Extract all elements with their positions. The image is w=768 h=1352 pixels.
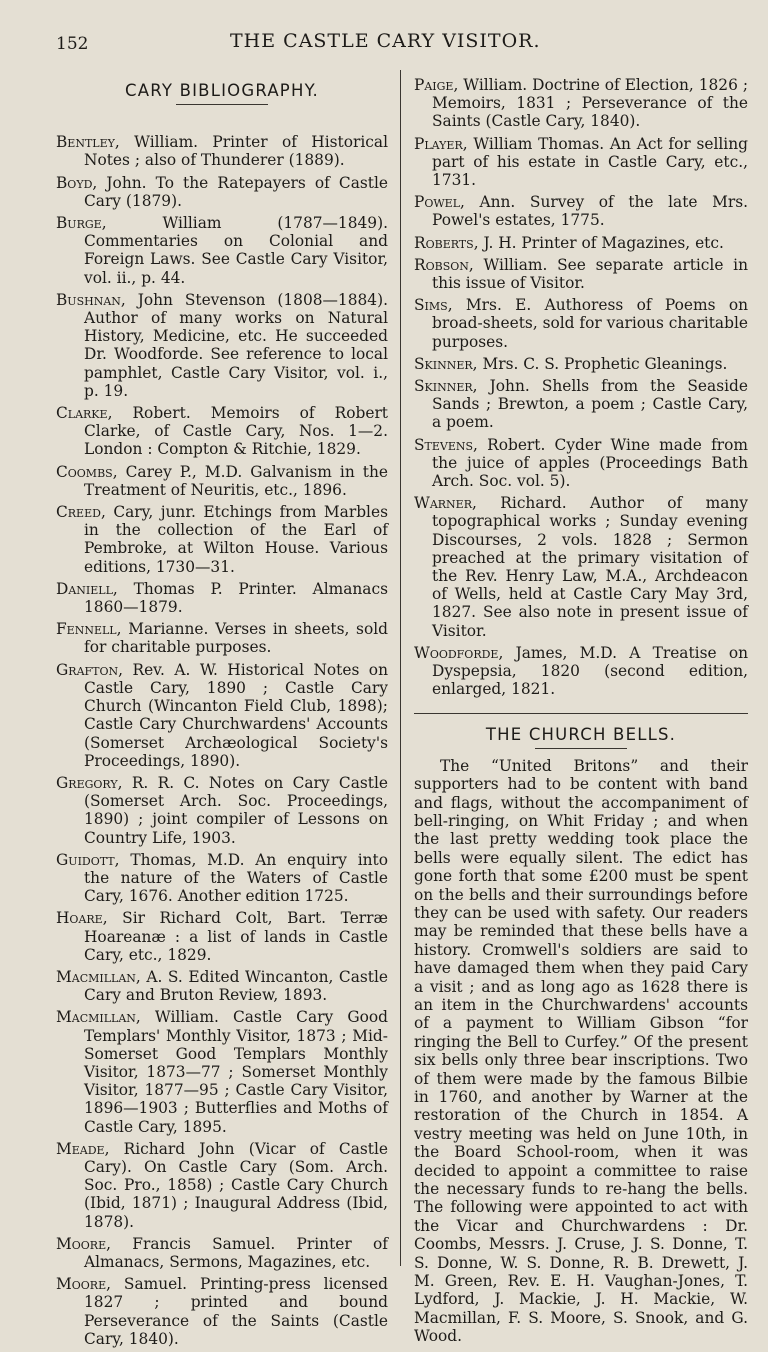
title-rule — [535, 748, 627, 749]
entry-text: , Carey P., M.D. Galvanism in the Treatment of Neuritis, etc., 1896. — [84, 462, 388, 499]
running-title: THE CASTLE CARY VISITOR. — [230, 30, 541, 52]
author-name: Woodforde — [414, 643, 499, 662]
bibliography-entry — [56, 661, 388, 770]
bibliography-entry — [414, 193, 748, 229]
author-name: Powel — [414, 193, 461, 212]
bibliography-entry — [56, 1140, 388, 1231]
bibliography-entry — [414, 135, 748, 190]
entry-text: , John Stevenson (1808—1884). Author of many works on Natural History, Medicine, etc. He succeeded Dr. Woodforde. See reference to local pamphlet, Castle Cary Visitor, vol. i., p. 19. — [84, 290, 388, 400]
author-name: Player — [414, 134, 463, 153]
author-name: Burge — [56, 214, 102, 233]
bibliography-entry — [56, 214, 388, 287]
entry-text: , Marianne. Verses in sheets, sold for charitable purposes. — [84, 620, 388, 657]
entry-text: , William. Castle Cary Good Templars' Monthly Visitor, 1873 ; Mid-Somerset Good Templars Monthly Visitor, 1873—77 ; Somerset Monthly Visitor, 1877—95 ; Castle Cary Visitor, 1896—1903 ; Butterflies and Moths of Castle Cary, 1895. — [84, 1008, 388, 1136]
bibliography-entry — [56, 463, 388, 499]
bibliography-entry — [414, 436, 748, 491]
bibliography-entry — [414, 76, 748, 131]
page-number: 152 — [56, 34, 89, 54]
entry-text: , William. Printer of Historical Notes ; also of Thunderer (1889). — [84, 133, 388, 170]
entry-text: , William. Doctrine of Election, 1826 ; Memoirs, 1831 ; Perseverance of the Saints (Castle Cary, 1840). — [432, 76, 748, 131]
entry-text: , A. S. Edited Wincanton, Castle Cary and Bruton Review, 1893. — [84, 967, 388, 1005]
entry-text: , Sir Richard Colt, Bart. Terræ Hoareanæ : a list of lands in Castle Cary, etc., 1829. — [84, 909, 388, 964]
entry-text: , Thomas, M.D. An enquiry into the nature of the Waters of Castle Cary, 1676. Another edition 1725. — [84, 850, 388, 906]
bibliography-entry — [414, 644, 748, 699]
author-name: Bushnan — [56, 290, 121, 309]
bibliography-entry — [56, 404, 388, 459]
author-name: Clarke — [56, 404, 108, 423]
entry-text: , William (1787—1849). Commentaries on Colonial and Foreign Laws. See Castle Cary Visitor, vol. ii., p. 44. — [84, 214, 388, 287]
bibliography-entry — [56, 1235, 388, 1271]
bibliography-entry — [56, 851, 388, 906]
bibliography-entry — [56, 291, 388, 400]
author-name: Skinner — [414, 354, 473, 373]
author-name: Creed — [56, 503, 101, 522]
author-name: Grafton — [56, 660, 119, 679]
author-name: Roberts — [414, 233, 474, 252]
entry-text: , John. To the Ratepayers of Castle Cary (1879). — [84, 173, 388, 210]
author-name: Stevens — [414, 435, 474, 454]
author-name: Coombs — [56, 462, 113, 481]
entry-text: , Samuel. Printing-press licensed 1827 ; printed and bound Perseverance of the Saints (Castle Cary, 1840). — [84, 1275, 388, 1348]
author-name: Sims — [414, 296, 448, 315]
bibliography-entry — [56, 1275, 388, 1348]
bibliography-entry — [414, 355, 748, 373]
bibliography-entry — [56, 1008, 388, 1135]
bibliography-entry — [56, 503, 388, 576]
author-name: Gregory — [56, 773, 118, 792]
entry-text: , William. See separate article in this issue of Visitor. — [432, 255, 748, 293]
entry-text: , Richard. Author of many topographical works ; Sunday evening Discourses, 2 vols. 1828 ; Sermon preached at the primary visitation of the Rev. Henry Law, M.A., Archdeacon of Wells, held at Castle Cary May 3rd, 1827. See also note in present issue of Visitor. — [432, 494, 748, 640]
author-name: Meade — [56, 1139, 105, 1158]
entry-text: , J. H. Printer of Magazines, etc. — [473, 233, 724, 252]
entry-text: , Ann. Survey of the late Mrs. Powel's estates, 1775. — [432, 193, 748, 230]
author-name: Macmillan — [56, 1008, 136, 1027]
right-column — [414, 76, 748, 1346]
column-divider — [400, 70, 401, 1266]
entry-text: , James, M.D. A Treatise on Dyspepsia, 1820 (second edition, enlarged, 1821. — [432, 643, 748, 699]
author-name: Moore — [56, 1234, 107, 1253]
entry-text: , Robert. Memoirs of Robert Clarke, of Castle Cary, Nos. 1—2. London : Compton & Ritchie, 1829. — [84, 404, 388, 459]
author-name: Paige — [414, 76, 454, 94]
bibliography-list-left — [56, 133, 388, 1348]
entry-text: , Francis Samuel. Printer of Almanacs, Sermons, Magazines, etc. — [84, 1234, 388, 1271]
left-column — [56, 76, 388, 1352]
author-name: Moore — [56, 1275, 107, 1294]
bibliography-entry — [414, 296, 748, 351]
bibliography-entry — [56, 133, 388, 169]
bibliography-entry — [56, 174, 388, 210]
entry-text: , R. R. C. Notes on Cary Castle (Somerset Arch. Soc. Proceedings, 1890) ; joint compiler of Lessons on Country Life, 1903. — [84, 773, 388, 847]
author-name: Boyd — [56, 173, 93, 192]
entry-text: , Thomas P. Printer. Almanacs 1860—1879. — [84, 579, 388, 617]
entry-text: , Mrs. C. S. Prophetic Gleanings. — [472, 354, 728, 373]
bibliography-entry — [56, 909, 388, 964]
entry-text: , William Thomas. An Act for selling part of his estate in Castle Cary, etc., 1731. — [432, 134, 748, 190]
entry-text: , Mrs. E. Authoress of Poems on broad-sheets, sold for various charitable purposes. — [432, 296, 748, 351]
author-name: Hoare — [56, 909, 103, 928]
bibliography-entry — [56, 968, 388, 1004]
bibliography-entry — [56, 580, 388, 616]
bibliography-entry — [414, 377, 748, 432]
church-bells-title: THE CHURCH BELLS. — [485, 724, 677, 744]
author-name: Bentley — [56, 133, 115, 152]
entry-text: , Richard John (Vicar of Castle Cary). On Castle Cary (Som. Arch. Soc. Pro., 1858) ; Castle Cary Church (Ibid, 1871) ; Inaugural Address (Ibid, 1878). — [84, 1139, 388, 1231]
author-name: Warner — [414, 494, 472, 513]
author-name: Robson — [414, 255, 469, 274]
entry-text: , Cary, junr. Etchings from Marbles in the collection of the Earl of Pembroke, at Wilton House. Various editions, 1730—31. — [84, 503, 388, 576]
bibliography-list-right — [414, 76, 748, 699]
title-rule — [176, 104, 268, 105]
author-name: Fennell — [56, 620, 117, 639]
church-bells-body: The “United Britons” and their supporters had to be content with band and flags, without the accompaniment of bell-ringing, on Whit Friday ; and when the last pretty wedding took place the bells were equally silent. The edict has gone forth that some £200 must be spent on the bells and their surroundings before they can be used with safety. Our readers may be reminded that these bells have a history. Cromwell's soldiers are said to have damaged them when they paid Cary a visit ; and as long ago as 1628 there is an item in the Churchwardens' accounts of a payment to William Gibson “for ringing the Bell to Curfey.” Of the present six bells only three bear inscriptions. Two of them were made by the famous Bilbie in 1760, and another by Warner at the restoration of the Church in 1854. A vestry meeting was held on June 10th, in the Board School-room, when it was decided to appoint a committee to raise the necessary funds to re-hang the bells. The following were appointed to act with the Vicar and Churchwardens : Dr. Coombs, Messrs. J. Cruse, J. S. Donne, T. S. Donne, W. S. Donne, R. B. Drewett, J. M. Green, Rev. E. H. Vaughan-Jones, T. Lydford, J. Mackie, J. H. Mackie, W. Macmillan, F. S. Moore, S. Snook, and G. Wood. — [414, 756, 748, 1346]
section-divider — [414, 713, 748, 714]
bibliography-entry — [414, 256, 748, 292]
bibliography-entry — [56, 774, 388, 847]
author-name: Skinner — [414, 377, 473, 396]
entry-text: , Robert. Cyder Wine made from the juice of apples (Proceedings Bath Arch. Soc. vol. 5). — [432, 435, 748, 491]
bibliography-entry — [414, 494, 748, 640]
bibliography-entry — [56, 620, 388, 656]
author-name: Guidott — [56, 850, 115, 869]
author-name: Macmillan — [56, 967, 136, 986]
bibliography-entry — [414, 234, 748, 252]
author-name: Daniell — [56, 579, 113, 598]
entry-text: , Rev. A. W. Historical Notes on Castle Cary, 1890 ; Castle Cary Church (Wincanton Field Club, 1898); Castle Cary Churchwardens' Accounts (Somerset Archæological Society's Proceedings, 1890). — [84, 660, 388, 770]
bibliography-title: CARY BIBLIOGRAPHY. — [125, 81, 319, 100]
entry-text: , John. Shells from the Seaside Sands ; Brewton, a poem ; Castle Cary, a poem. — [432, 377, 748, 432]
